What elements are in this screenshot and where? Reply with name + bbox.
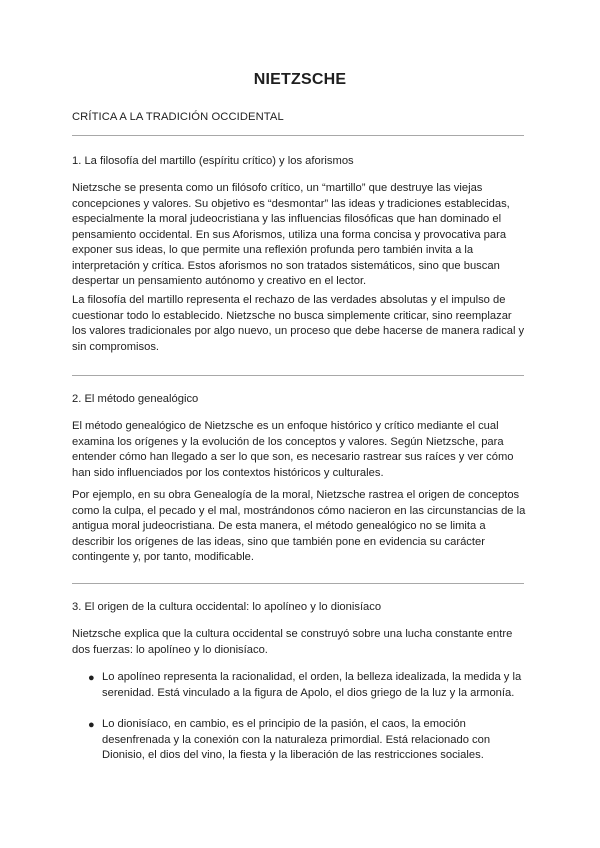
list-item bbox=[72, 670, 528, 701]
section-divider bbox=[72, 375, 524, 376]
page-subtitle: CRÍTICA A LA TRADICIÓN OCCIDENTAL bbox=[72, 111, 284, 123]
list-item bbox=[72, 717, 528, 764]
bullet-text: Lo apolíneo representa la racionalidad, el orden, la belleza idealizada, la medida y la serenidad. Está vinculado a la figura de Apolo, el dios griego de la luz y la armonía. bbox=[102, 671, 522, 699]
section-3-heading: 3. El origen de la cultura occidental: lo apolíneo y lo dionisíaco bbox=[72, 601, 382, 613]
section-2-paragraph-1: El método genealógico de Nietzsche es un enfoque histórico y crítico mediante el cual examina los orígenes y la evolución de los conceptos y valores. Según Nietzsche, para entender cómo han llegado a ser lo que son, es necesario rastrear sus raíces y ver cómo han sido influenciados por los contextos históricos y culturales. bbox=[72, 420, 514, 479]
bullet-icon: ● bbox=[88, 719, 95, 731]
bullet-icon: ● bbox=[88, 672, 95, 684]
bullet-list bbox=[72, 670, 528, 764]
section-3-paragraph-1: Nietzsche explica que la cultura occidental se construyó sobre una lucha constante entre dos fuerzas: lo apolíneo y lo dionisíaco. bbox=[72, 628, 513, 656]
section-2-paragraph-2: Por ejemplo, en su obra Genealogía de la moral, Nietzsche rastrea el origen de conceptos como la culpa, el pecado y el mal, mostrándonos cómo nacieron en las circunstancias de la antigua moral judeocristiana. De esta manera, el método genealógico no se limita a describir los orígenes de las ideas, sino que también pone en evidencia su carácter contingente y, por tanto, modificable. bbox=[72, 489, 526, 563]
section-1-paragraph-1: Nietzsche se presenta como un filósofo crítico, un “martillo” que destruye las viejas concepciones y valores. Su objetivo es “desmontar” las ideas y tradiciones establecidas, especialmente la moral judeocristiana y las influencias filosóficas que han dominado el pensamiento occidental. En sus Aforismos, utiliza una forma concisa y provocativa para exponer sus ideas, lo que permite una reflexión profunda pero también invita a la interpretación y crítica. Estos aforismos no son tratados sistemáticos, sino que buscan despertar un pensamiento autónomo y creativo en el lector. bbox=[72, 182, 510, 287]
section-2-heading: 2. El método genealógico bbox=[72, 393, 199, 405]
bullet-text: Lo dionisíaco, en cambio, es el principio de la pasión, el caos, la emoción desenfrenada y la conexión con la naturaleza primordial. Está relacionado con Dionisio, el dios del vino, la fiesta y la liberación de las restricciones sociales. bbox=[102, 718, 491, 761]
section-1-heading: 1. La filosofía del martillo (espíritu crítico) y los aforismos bbox=[72, 155, 354, 167]
page-title: NIETZSCHE bbox=[253, 71, 347, 88]
section-divider bbox=[72, 583, 524, 584]
section-1-paragraph-2: La filosofía del martillo representa el rechazo de las verdades absolutas y el impulso de cuestionar todo lo establecido. Nietzsche no busca simplemente criticar, sino reemplazar los valores tradicionales por algo nuevo, un proceso que debe hacerse de manera radical y sin compromisos. bbox=[72, 294, 525, 353]
section-divider bbox=[72, 135, 524, 136]
